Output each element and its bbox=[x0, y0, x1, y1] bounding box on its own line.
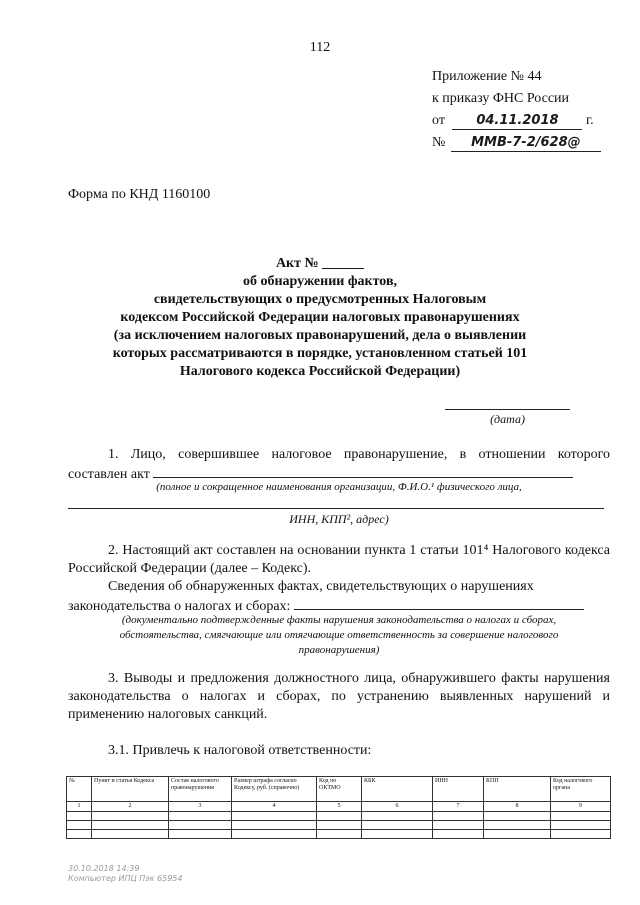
table-cell bbox=[92, 821, 169, 830]
liability-table bbox=[66, 776, 611, 839]
table-cell bbox=[317, 830, 362, 839]
table-header-cell: Размер штрафа согласно Кодексу, руб. (справочно) bbox=[232, 777, 317, 802]
table-cell bbox=[551, 830, 611, 839]
appendix-date-suffix: г. bbox=[585, 113, 594, 128]
table-row bbox=[67, 812, 611, 821]
table-cell bbox=[433, 821, 484, 830]
table-header-cell: КПП bbox=[484, 777, 551, 802]
table-cell bbox=[232, 812, 317, 821]
table-cell bbox=[232, 821, 317, 830]
table-cell bbox=[169, 812, 232, 821]
section-2-caption bbox=[68, 613, 610, 658]
title-line-7: Налогового кодекса Российской Федерации) bbox=[179, 364, 461, 379]
section-3-text: 3. Выводы и предложения должностного лица, обнаружившего факты нарушения законодательства о налогах и сборах, по устранению выявленных нарушений и применению налоговых санкций. bbox=[68, 671, 610, 722]
table-cell bbox=[551, 821, 611, 830]
table-header-cell: КБК bbox=[362, 777, 433, 802]
table-cell bbox=[92, 812, 169, 821]
section-1-fill-line-2 bbox=[68, 508, 604, 509]
form-code: Форма по КНД 1160100 bbox=[68, 187, 211, 202]
table-number-cell: 3 bbox=[169, 802, 232, 812]
section-2-facts-label: законодательства о налогах и сборах: bbox=[68, 599, 291, 614]
section-1-caption-1: (полное и сокращенное наименования организации, Ф.И.О.¹ физического лица, bbox=[156, 481, 522, 493]
document-title bbox=[90, 255, 550, 381]
table-header-cell: Пункт и статья Кодекса bbox=[92, 777, 169, 802]
title-line-1: Акт № ______ bbox=[275, 256, 365, 271]
section-2-caption-2: обстоятельства, смягчающие или отягчающие ответственность за совершение налогового bbox=[119, 629, 559, 641]
appendix-line-2: к приказу ФНС России bbox=[432, 91, 570, 106]
table-number-cell: 1 bbox=[67, 802, 92, 812]
title-line-4: кодексом Российской Федерации налоговых правонарушениях bbox=[120, 310, 520, 325]
table-cell bbox=[362, 830, 433, 839]
table-cell bbox=[67, 830, 92, 839]
table-cell bbox=[433, 830, 484, 839]
page-number: 112 bbox=[309, 40, 331, 55]
table-cell bbox=[484, 812, 551, 821]
table-row bbox=[67, 821, 611, 830]
table-cell bbox=[169, 830, 232, 839]
table-header-row bbox=[67, 777, 611, 802]
appendix-block bbox=[432, 66, 601, 154]
table-cell bbox=[362, 812, 433, 821]
section-3-1-text: 3.1. Привлечь к налоговой ответственности: bbox=[108, 743, 372, 758]
table-header-cell: Состав налогового правонарушения bbox=[169, 777, 232, 802]
table-row bbox=[67, 830, 611, 839]
section-2-caption-3: правонарушения) bbox=[298, 644, 380, 656]
table-header-cell: Код по ОКТМО bbox=[317, 777, 362, 802]
table-cell bbox=[484, 821, 551, 830]
table-number-cell: 4 bbox=[232, 802, 317, 812]
table-cell bbox=[362, 821, 433, 830]
order-number-handwritten: ММВ-7-2/628@ bbox=[451, 135, 601, 152]
appendix-number-row bbox=[432, 132, 601, 154]
date-field-line bbox=[445, 409, 570, 410]
table-number-cell: 6 bbox=[362, 802, 433, 812]
section-1-text bbox=[68, 446, 610, 484]
table-cell bbox=[67, 812, 92, 821]
table-cell bbox=[551, 812, 611, 821]
print-stamp-line-1: 30.10.2018 14:39 bbox=[68, 864, 140, 873]
table-cell bbox=[232, 830, 317, 839]
table-cell bbox=[317, 821, 362, 830]
table-cell bbox=[92, 830, 169, 839]
section-1-label: 1. Лицо, совершившее налоговое правонарушение, в отношении которого составлен акт bbox=[68, 447, 610, 482]
appendix-date-prefix: от bbox=[432, 113, 445, 128]
order-date-handwritten: 04.11.2018 bbox=[452, 113, 582, 130]
table-cell bbox=[433, 812, 484, 821]
title-line-3: свидетельствующих о предусмотренных Налоговым bbox=[153, 292, 487, 307]
table-header-cell: № bbox=[67, 777, 92, 802]
section-2-fill-line bbox=[294, 596, 584, 610]
table-number-cell: 2 bbox=[92, 802, 169, 812]
table-number-cell: 8 bbox=[484, 802, 551, 812]
print-stamp bbox=[68, 864, 182, 884]
table-cell bbox=[484, 830, 551, 839]
appendix-line-1: Приложение № 44 bbox=[432, 69, 542, 84]
section-2-text: 2. Настоящий акт составлен на основании пункта 1 статьи 101⁴ Налогового кодекса Российской Федерации (далее – Кодекс). bbox=[68, 543, 610, 576]
appendix-date-row bbox=[432, 110, 601, 132]
date-caption: (дата) bbox=[490, 412, 525, 426]
title-line-5: (за исключением налоговых правонарушений, дела о выявлении bbox=[113, 328, 527, 343]
section-2-facts-line-1: Сведения об обнаруженных фактах, свидетельствующих о нарушениях bbox=[108, 579, 534, 594]
table-header-cell: ИНН bbox=[433, 777, 484, 802]
appendix-number-prefix: № bbox=[432, 135, 446, 150]
table-number-row bbox=[67, 802, 611, 812]
table-number-cell: 5 bbox=[317, 802, 362, 812]
table-header-cell: Код налогового органа bbox=[551, 777, 611, 802]
section-2-caption-1: (документально подтвержденные факты нарушения законодательства о налогах и сборах, bbox=[121, 614, 557, 626]
section-1-caption-2: ИНН, КПП², адрес) bbox=[289, 512, 389, 526]
title-line-6: которых рассматриваются в порядке, установленном статьей 101 bbox=[112, 346, 528, 361]
table-cell bbox=[169, 821, 232, 830]
table-number-cell: 9 bbox=[551, 802, 611, 812]
print-stamp-line-2: Компьютер ИПЦ Пэк 65954 bbox=[68, 874, 183, 883]
section-1-fill-line bbox=[153, 464, 573, 478]
title-line-2: об обнаружении фактов, bbox=[242, 274, 398, 289]
table-number-cell: 7 bbox=[433, 802, 484, 812]
table-cell bbox=[317, 812, 362, 821]
table-cell bbox=[67, 821, 92, 830]
